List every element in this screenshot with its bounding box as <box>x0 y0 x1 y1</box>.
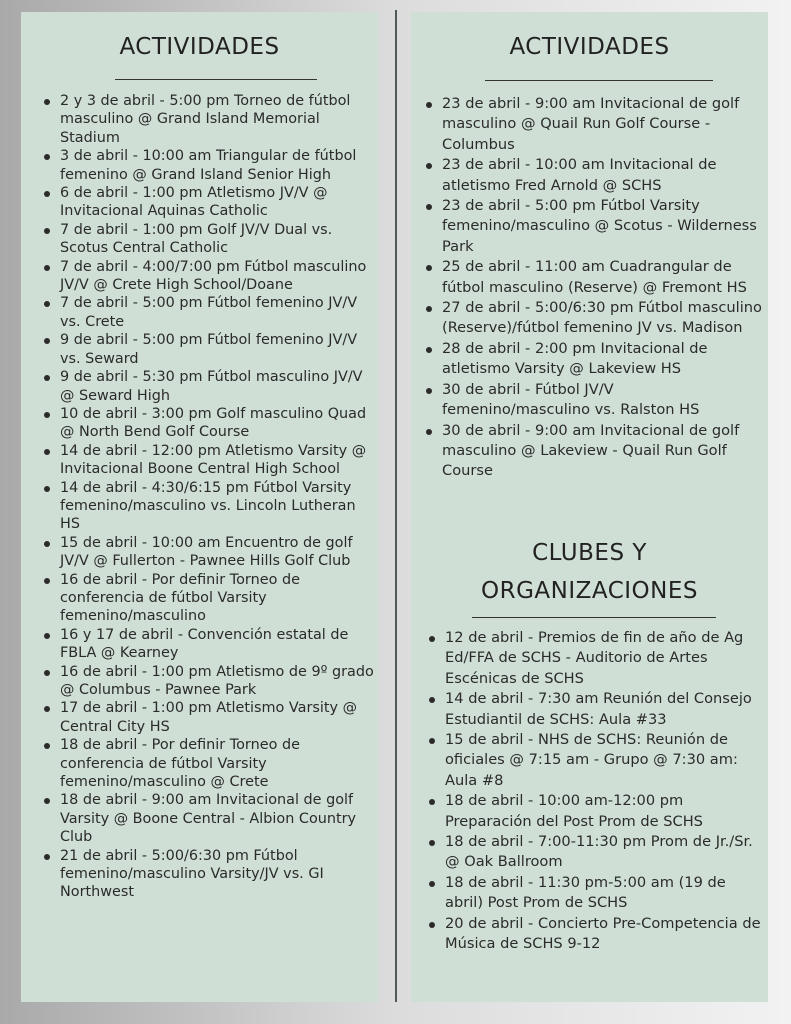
list-item: 16 de abril - Por definir Torneo de conferencia de fútbol Varsity femenino/masculino <box>40 571 374 626</box>
left-activities-panel <box>21 12 378 1002</box>
list-item: 23 de abril - 10:00 am Invitacional de atletismo Fred Arnold @ SCHS <box>422 155 762 196</box>
heading-underline-right <box>485 80 713 81</box>
list-item: 30 de abril - Fútbol JV/V femenino/masculino vs. Ralston HS <box>422 380 762 421</box>
list-item: 23 de abril - 5:00 pm Fútbol Varsity femenino/masculino @ Scotus - Wilderness Park <box>422 196 762 257</box>
list-item: 20 de abril - Concierto Pre-Competencia de Música de SCHS 9-12 <box>425 914 765 955</box>
list-item: 17 de abril - 1:00 pm Atletismo Varsity @ Central City HS <box>40 699 374 736</box>
list-item: 7 de abril - 5:00 pm Fútbol femenino JV/V vs. Crete <box>40 294 374 331</box>
column-divider <box>395 10 397 1002</box>
clubs-heading-line1: CLUBES Y <box>532 540 647 566</box>
activities-heading-right: ACTIVIDADES <box>509 34 670 60</box>
list-item: 16 de abril - 1:00 pm Atletismo de 9º grado @ Columbus - Pawnee Park <box>40 663 374 700</box>
list-item: 18 de abril - 9:00 am Invitacional de golf Varsity @ Boone Central - Albion Country Club <box>40 791 374 846</box>
list-item: 18 de abril - 10:00 am-12:00 pm Preparación del Post Prom de SCHS <box>425 791 765 832</box>
list-item: 6 de abril - 1:00 pm Atletismo JV/V @ Invitacional Aquinas Catholic <box>40 184 374 221</box>
list-item: 2 y 3 de abril - 5:00 pm Torneo de fútbol masculino @ Grand Island Memorial Stadium <box>40 92 374 147</box>
list-item: 9 de abril - 5:30 pm Fútbol masculino JV/V @ Seward High <box>40 368 374 405</box>
list-item: 7 de abril - 4:00/7:00 pm Fútbol masculino JV/V @ Crete High School/Doane <box>40 258 374 295</box>
list-item: 16 y 17 de abril - Convención estatal de FBLA @ Kearney <box>40 626 374 663</box>
list-item: 27 de abril - 5:00/6:30 pm Fútbol masculino (Reserve)/fútbol femenino JV vs. Madison <box>422 298 762 339</box>
list-item: 30 de abril - 9:00 am Invitacional de golf masculino @ Lakeview - Quail Run Golf Course <box>422 421 762 482</box>
right-activities-list <box>422 94 762 482</box>
list-item: 18 de abril - Por definir Torneo de conferencia de fútbol Varsity femenino/masculino @ Crete <box>40 736 374 791</box>
list-item: 14 de abril - 12:00 pm Atletismo Varsity @ Invitacional Boone Central High School <box>40 442 374 479</box>
list-item: 25 de abril - 11:00 am Cuadrangular de fútbol masculino (Reserve) @ Fremont HS <box>422 257 762 298</box>
clubs-heading-underline <box>472 617 716 618</box>
activities-heading-left: ACTIVIDADES <box>119 34 280 60</box>
list-item: 14 de abril - 7:30 am Reunión del Consejo Estudiantil de SCHS: Aula #33 <box>425 689 765 730</box>
list-item: 7 de abril - 1:00 pm Golf JV/V Dual vs. Scotus Central Catholic <box>40 221 374 258</box>
clubs-list <box>425 628 765 955</box>
list-item: 3 de abril - 10:00 am Triangular de fútbol femenino @ Grand Island Senior High <box>40 147 374 184</box>
clubs-heading <box>411 534 768 610</box>
heading-underline-left <box>115 79 317 80</box>
list-item: 23 de abril - 9:00 am Invitacional de golf masculino @ Quail Run Golf Course - Columbus <box>422 94 762 155</box>
list-item: 15 de abril - 10:00 am Encuentro de golf JV/V @ Fullerton - Pawnee Hills Golf Club <box>40 534 374 571</box>
list-item: 9 de abril - 5:00 pm Fútbol femenino JV/V vs. Seward <box>40 331 374 368</box>
list-item: 10 de abril - 3:00 pm Golf masculino Quad @ North Bend Golf Course <box>40 405 374 442</box>
list-item: 28 de abril - 2:00 pm Invitacional de atletismo Varsity @ Lakeview HS <box>422 339 762 380</box>
list-item: 21 de abril - 5:00/6:30 pm Fútbol femenino/masculino Varsity/JV vs. GI Northwest <box>40 847 374 902</box>
list-item: 18 de abril - 7:00-11:30 pm Prom de Jr./Sr. @ Oak Ballroom <box>425 832 765 873</box>
right-activities-panel <box>411 12 768 1002</box>
clubs-heading-line2: ORGANIZACIONES <box>481 578 698 604</box>
list-item: 15 de abril - NHS de SCHS: Reunión de oficiales @ 7:15 am - Grupo @ 7:30 am: Aula #8 <box>425 730 765 791</box>
list-item: 14 de abril - 4:30/6:15 pm Fútbol Varsity femenino/masculino vs. Lincoln Lutheran HS <box>40 479 374 534</box>
list-item: 18 de abril - 11:30 pm-5:00 am (19 de abril) Post Prom de SCHS <box>425 873 765 914</box>
left-activities-list <box>40 92 374 902</box>
list-item: 12 de abril - Premios de fin de año de Ag Ed/FFA de SCHS - Auditorio de Artes Escénicas de SCHS <box>425 628 765 689</box>
